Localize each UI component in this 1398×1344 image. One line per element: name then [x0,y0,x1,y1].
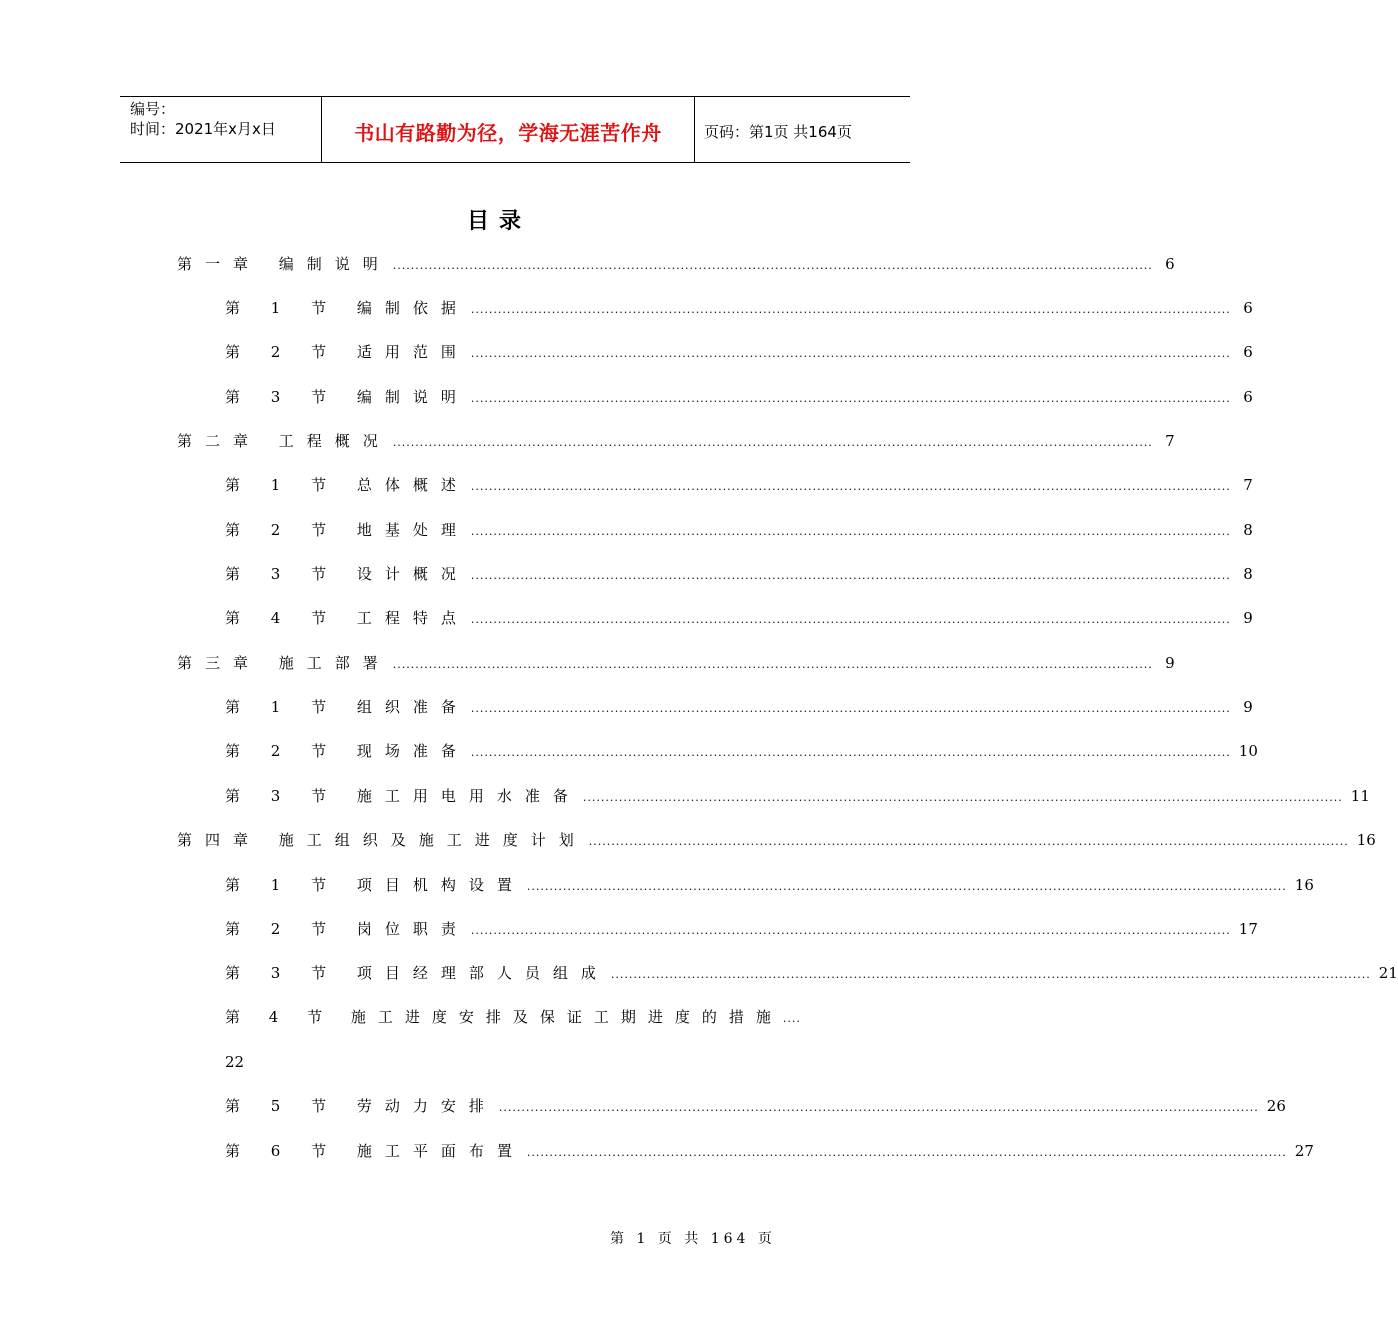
toc-entry-label: 第三章 施工部署 [177,654,391,672]
toc-entry-section[interactable] [225,784,1370,808]
toc-entry-label: 第 6 节 施工平面布置 [225,1142,525,1160]
toc-leader-dots: ......................................................................................................................................................................... [470,702,1231,715]
toc-entry-label: 第 4 节 施工进度安排及保证工期进度的措施 [225,1008,783,1026]
toc-entry-page: 27 [1294,1142,1314,1160]
header-motto: 书山有路勤为径，学海无涯苦作舟 [354,121,662,145]
toc-entry-page: 6 [1243,388,1253,406]
toc-entry-label: 第 3 节 编制说明 [225,388,469,406]
toc-entry-section[interactable] [225,695,1253,719]
toc-entry-page: 7 [1243,476,1253,494]
toc-entry-page: 6 [1243,343,1253,361]
header-page-code: 页码：第1页 共164页 [704,123,852,141]
toc-entry-label: 第 3 节 项目经理部人员组成 [225,964,609,982]
toc-leader-dots: ......................................................................................................................................................................... [526,1146,1287,1159]
toc-entry-section[interactable] [225,473,1253,497]
toc-entry-label: 第四章 施工组织及施工进度计划 [177,831,587,849]
toc-entry-section[interactable] [225,917,1258,941]
toc-entry-page: 26 [1266,1097,1286,1115]
toc-entry-page: 21 [1378,964,1398,982]
toc-entry-label: 第 4 节 工程特点 [225,609,469,627]
toc-leader-dots: ......................................................................................................................................................................... [470,613,1231,626]
toc-entry-section[interactable] [225,1094,1286,1118]
toc-entry-page: 16 [1294,876,1314,894]
toc-leader-dots: ......................................................................................................................................................................... [588,835,1349,848]
page-header [120,96,910,163]
toc-entry-chapter[interactable] [177,828,1376,852]
document-time-label: 时间：2021年x月x日 [130,120,276,138]
toc-entry-label: 第 3 节 施工用电用水准备 [225,787,581,805]
toc-entry-page: 8 [1243,521,1253,539]
toc-entry-label: 第 1 节 编制依据 [225,299,469,317]
toc-entry-label: 第 1 节 项目机构设置 [225,876,525,894]
toc-entry-section[interactable] [225,739,1258,763]
toc-entry-chapter[interactable] [177,429,1175,453]
toc-entry-label: 第一章 编制说明 [177,255,391,273]
toc-entry-label: 第二章 工程概况 [177,432,391,450]
toc-leader-dots: ......................................................................................................................................................................... [498,1101,1259,1114]
toc-entry-section[interactable] [225,340,1253,364]
toc-entry-label: 第 2 节 适用范围 [225,343,469,361]
toc-entry-section[interactable] [225,606,1253,630]
toc-leader-dots: ......................................................................................................................................................................... [470,924,1231,937]
toc-entry-page: 7 [1165,432,1175,450]
toc-entry-page: 9 [1243,609,1253,627]
toc-entry-page: 8 [1243,565,1253,583]
toc-entry-page: 6 [1243,299,1253,317]
toc-leader-dots: ......................................................................................................................................................................... [392,436,1153,449]
toc-leader-dots: ......................................................................................................................................................................... [610,968,1371,981]
toc-entry-section[interactable] [225,562,1253,586]
toc-leader-dots: ......................................................................................................................................................................... [582,791,1343,804]
toc-entry-chapter[interactable] [177,252,1175,276]
toc-entry-label: 第 5 节 劳动力安排 [225,1097,497,1115]
toc-entry-page-wrapped: 22 [225,1053,245,1071]
toc-entry-section[interactable] [225,1139,1314,1163]
toc-entry-section[interactable] [225,518,1253,542]
toc-leader-dots: ......................................................................................................................................................................... [392,658,1153,671]
toc-leader-dots: ......................................................................................................................................................................... [470,525,1231,538]
toc-leader-dots: ......................................................................................................................................................................... [470,569,1231,582]
document-number-label: 编号： [130,100,176,118]
toc-leader-dots: ......................................................................................................................................................................... [470,480,1231,493]
toc-entry-label: 第 3 节 设计概况 [225,565,469,583]
toc-entry-section[interactable] [225,1005,841,1029]
toc-entry-page: 11 [1350,787,1370,805]
toc-title: 目录 [466,208,531,234]
toc-leader-dots: ......................................................................................................................................................................... [470,347,1231,360]
toc-leader-dots: ......................................................................................................................................................................... [526,880,1287,893]
toc-leader-dots: .... [782,1012,801,1025]
toc-entry-section[interactable] [225,873,1314,897]
toc-leader-dots: ......................................................................................................................................................................... [392,259,1153,272]
toc-entry-label: 第 2 节 现场准备 [225,742,469,760]
toc-entry-section[interactable] [225,961,1398,985]
toc-entry-label: 第 1 节 总体概述 [225,476,469,494]
toc-entry-section[interactable] [225,296,1253,320]
toc-entry-page: 9 [1165,654,1175,672]
page-footer: 第 1 页 共 164 页 [610,1231,776,1247]
toc-entry-chapter[interactable] [177,651,1175,675]
header-meta [130,99,276,139]
toc-entry-section[interactable] [225,385,1253,409]
toc-entry-page: 17 [1238,920,1258,938]
toc-leader-dots: ......................................................................................................................................................................... [470,303,1231,316]
toc-entry-page: 16 [1356,831,1376,849]
toc-entry-page: 10 [1238,742,1258,760]
toc-entry-label: 第 2 节 地基处理 [225,521,469,539]
toc-entry-page: 9 [1243,698,1253,716]
toc-leader-dots: ......................................................................................................................................................................... [470,746,1231,759]
toc-entry-label: 第 2 节 岗位职责 [225,920,469,938]
toc-leader-dots: ......................................................................................................................................................................... [470,392,1231,405]
toc-entry-page: 6 [1165,255,1175,273]
toc-entry-label: 第 1 节 组织准备 [225,698,469,716]
header-divider [694,97,695,163]
